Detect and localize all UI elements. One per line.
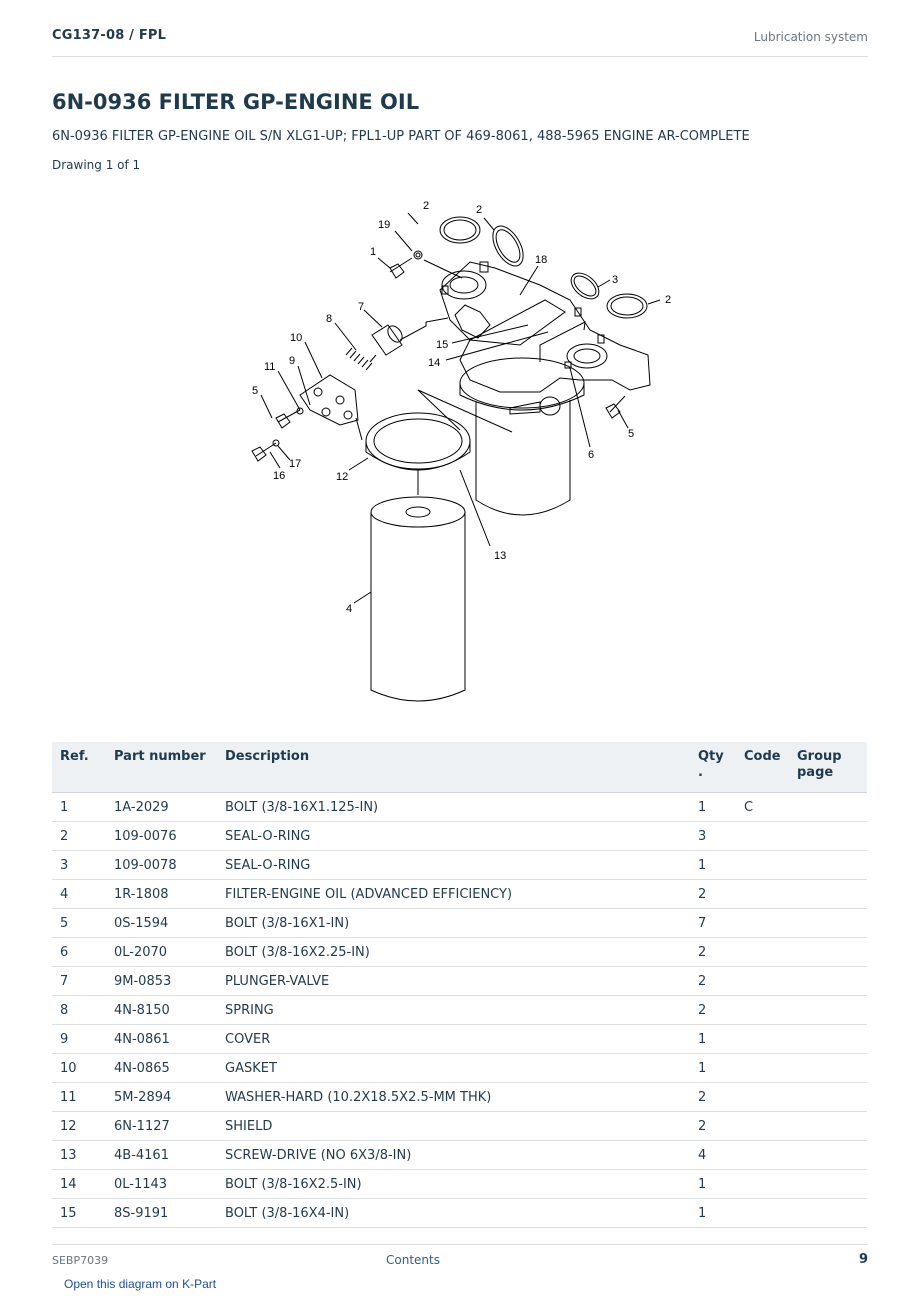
parts-table (52, 742, 867, 1228)
table-row (52, 1112, 867, 1141)
callout-17: 17 (289, 458, 302, 470)
cell-code (736, 1141, 789, 1170)
callout-5: 5 (628, 428, 635, 440)
cell-qty: 2 (690, 1112, 736, 1141)
table-row (52, 1083, 867, 1112)
cell-part-number: 0L-1143 (106, 1170, 217, 1199)
callout-11: 11 (264, 361, 276, 373)
cell-ref: 12 (52, 1112, 106, 1141)
page-header (52, 24, 868, 57)
cell-qty: 4 (690, 1141, 736, 1170)
cell-part-number: 8S-9191 (106, 1199, 217, 1228)
cell-description: COVER (217, 1025, 690, 1054)
cell-part-number: 4N-0861 (106, 1025, 217, 1054)
cell-code (736, 822, 789, 851)
cell-description: SCREW-DRIVE (NO 6X3/8-IN) (217, 1141, 690, 1170)
cell-description: BOLT (3/8-16X4-IN) (217, 1199, 690, 1228)
page-subtitle: 6N-0936 FILTER GP-ENGINE OIL S/N XLG1-UP; FPL1-UP PART OF 469-8061, 488-5965 ENGINE AR-COMPLETE (52, 129, 750, 144)
cell-ref: 15 (52, 1199, 106, 1228)
page-footer (52, 1244, 868, 1269)
cell-group-page (789, 851, 867, 880)
callout-19: 19 (378, 219, 391, 231)
cell-ref: 14 (52, 1170, 106, 1199)
cell-code (736, 1199, 789, 1228)
table-row (52, 1199, 867, 1228)
cell-qty: 1 (690, 851, 736, 880)
table-row (52, 938, 867, 967)
table-row (52, 822, 867, 851)
cell-ref: 11 (52, 1083, 106, 1112)
cell-group-page (789, 967, 867, 996)
cell-group-page (789, 1199, 867, 1228)
cell-group-page (789, 938, 867, 967)
cell-group-page (789, 996, 867, 1025)
cell-part-number: 1R-1808 (106, 880, 217, 909)
cell-group-page (789, 1054, 867, 1083)
cell-group-page (789, 822, 867, 851)
col-part-number: Part number (106, 742, 217, 793)
cell-part-number: 5M-2894 (106, 1083, 217, 1112)
callout-15: 15 (436, 339, 449, 351)
page-number: 9 (858, 1252, 868, 1267)
col-qty-dot: . (698, 765, 703, 780)
cell-part-number: 0S-1594 (106, 909, 217, 938)
col-ref: Ref. (52, 742, 106, 793)
callout-2: 2 (665, 294, 672, 306)
col-qty (690, 742, 736, 793)
col-group-page (789, 742, 867, 793)
contents-link[interactable]: Contents (386, 1253, 440, 1267)
cell-part-number: 6N-1127 (106, 1112, 217, 1141)
cell-group-page (789, 1141, 867, 1170)
cell-code (736, 880, 789, 909)
cell-part-number: 9M-0853 (106, 967, 217, 996)
cell-code (736, 996, 789, 1025)
cell-qty: 1 (690, 1054, 736, 1083)
document-code: CG137-08 / FPL (52, 28, 167, 43)
section-name: Lubrication system (753, 30, 868, 44)
table-row (52, 1054, 867, 1083)
cell-ref: 3 (52, 851, 106, 880)
cell-ref: 9 (52, 1025, 106, 1054)
cell-code (736, 1112, 789, 1141)
cell-description: WASHER-HARD (10.2X18.5X2.5-MM THK) (217, 1083, 690, 1112)
cell-ref: 7 (52, 967, 106, 996)
cell-qty: 1 (690, 1199, 736, 1228)
cell-group-page (789, 1170, 867, 1199)
cell-description: FILTER-ENGINE OIL (ADVANCED EFFICIENCY) (217, 880, 690, 909)
cell-qty: 3 (690, 822, 736, 851)
callout-12: 12 (336, 471, 349, 483)
cell-qty: 2 (690, 967, 736, 996)
table-row (52, 909, 867, 938)
cell-group-page (789, 1112, 867, 1141)
drawing-label: Drawing 1 of 1 (52, 158, 141, 172)
cell-ref: 10 (52, 1054, 106, 1083)
cell-code (736, 1054, 789, 1083)
page-title: 6N-0936 FILTER GP-ENGINE OIL (52, 90, 420, 114)
cell-description: SEAL-O-RING (217, 851, 690, 880)
callout-8: 8 (326, 313, 333, 325)
cell-part-number: 109-0076 (106, 822, 217, 851)
callout-13: 13 (494, 550, 507, 562)
callout-7: 7 (358, 301, 365, 313)
col-group-page-line2: page (797, 765, 834, 780)
cell-code (736, 1025, 789, 1054)
cell-ref: 2 (52, 822, 106, 851)
cell-qty: 2 (690, 996, 736, 1025)
table-row (52, 880, 867, 909)
cell-group-page (789, 880, 867, 909)
document-id: SEBP7039 (52, 1254, 109, 1267)
table-row (52, 851, 867, 880)
callout-1: 1 (370, 246, 377, 258)
exploded-parts-diagram (240, 195, 680, 710)
cell-description: GASKET (217, 1054, 690, 1083)
cell-description: BOLT (3/8-16X2.5-IN) (217, 1170, 690, 1199)
cell-description: SEAL-O-RING (217, 822, 690, 851)
cell-code (736, 1083, 789, 1112)
table-row (52, 1025, 867, 1054)
callout-2: 2 (423, 200, 430, 212)
cell-qty: 1 (690, 793, 736, 822)
cell-code (736, 967, 789, 996)
col-qty-label: Qty (698, 749, 724, 764)
cell-ref: 5 (52, 909, 106, 938)
cell-group-page (789, 909, 867, 938)
callout-10: 10 (290, 332, 303, 344)
table-row (52, 996, 867, 1025)
cell-part-number: 109-0078 (106, 851, 217, 880)
parts-table-body (52, 793, 867, 1228)
callout-18: 18 (535, 254, 548, 266)
cell-code (736, 1170, 789, 1199)
cell-part-number: 4N-8150 (106, 996, 217, 1025)
callout-3: 3 (612, 274, 619, 286)
cell-code (736, 909, 789, 938)
callout-14: 14 (428, 357, 441, 369)
cell-qty: 2 (690, 938, 736, 967)
cell-ref: 8 (52, 996, 106, 1025)
parts-table-header (52, 742, 867, 793)
cell-group-page (789, 793, 867, 822)
cell-ref: 4 (52, 880, 106, 909)
cell-description: SPRING (217, 996, 690, 1025)
col-code: Code (736, 742, 789, 793)
callout-6: 6 (588, 449, 595, 461)
col-description: Description (217, 742, 690, 793)
table-row (52, 967, 867, 996)
callout-16: 16 (273, 470, 286, 482)
cell-description: SHIELD (217, 1112, 690, 1141)
kpart-diagram-link[interactable]: Open this diagram on K-Part (64, 1277, 217, 1291)
callout-2: 2 (476, 204, 483, 216)
cell-ref: 13 (52, 1141, 106, 1170)
cell-part-number: 4B-4161 (106, 1141, 217, 1170)
cell-description: PLUNGER-VALVE (217, 967, 690, 996)
callout-9: 9 (289, 355, 296, 367)
col-group-page-line1: Group (797, 749, 842, 764)
cell-qty: 2 (690, 1083, 736, 1112)
cell-code (736, 938, 789, 967)
table-row (52, 1141, 867, 1170)
callout-5: 5 (252, 385, 259, 397)
cell-ref: 1 (52, 793, 106, 822)
cell-part-number: 4N-0865 (106, 1054, 217, 1083)
cell-qty: 1 (690, 1025, 736, 1054)
cell-group-page (789, 1025, 867, 1054)
cell-description: BOLT (3/8-16X2.25-IN) (217, 938, 690, 967)
cell-part-number: 0L-2070 (106, 938, 217, 967)
callout-4: 4 (346, 603, 353, 615)
cell-ref: 6 (52, 938, 106, 967)
table-row (52, 1170, 867, 1199)
cell-description: BOLT (3/8-16X1-IN) (217, 909, 690, 938)
cell-part-number: 1A-2029 (106, 793, 217, 822)
cell-code: C (736, 793, 789, 822)
cell-group-page (789, 1083, 867, 1112)
table-row (52, 793, 867, 822)
cell-qty: 2 (690, 880, 736, 909)
cell-qty: 7 (690, 909, 736, 938)
cell-code (736, 851, 789, 880)
cell-qty: 1 (690, 1170, 736, 1199)
cell-description: BOLT (3/8-16X1.125-IN) (217, 793, 690, 822)
